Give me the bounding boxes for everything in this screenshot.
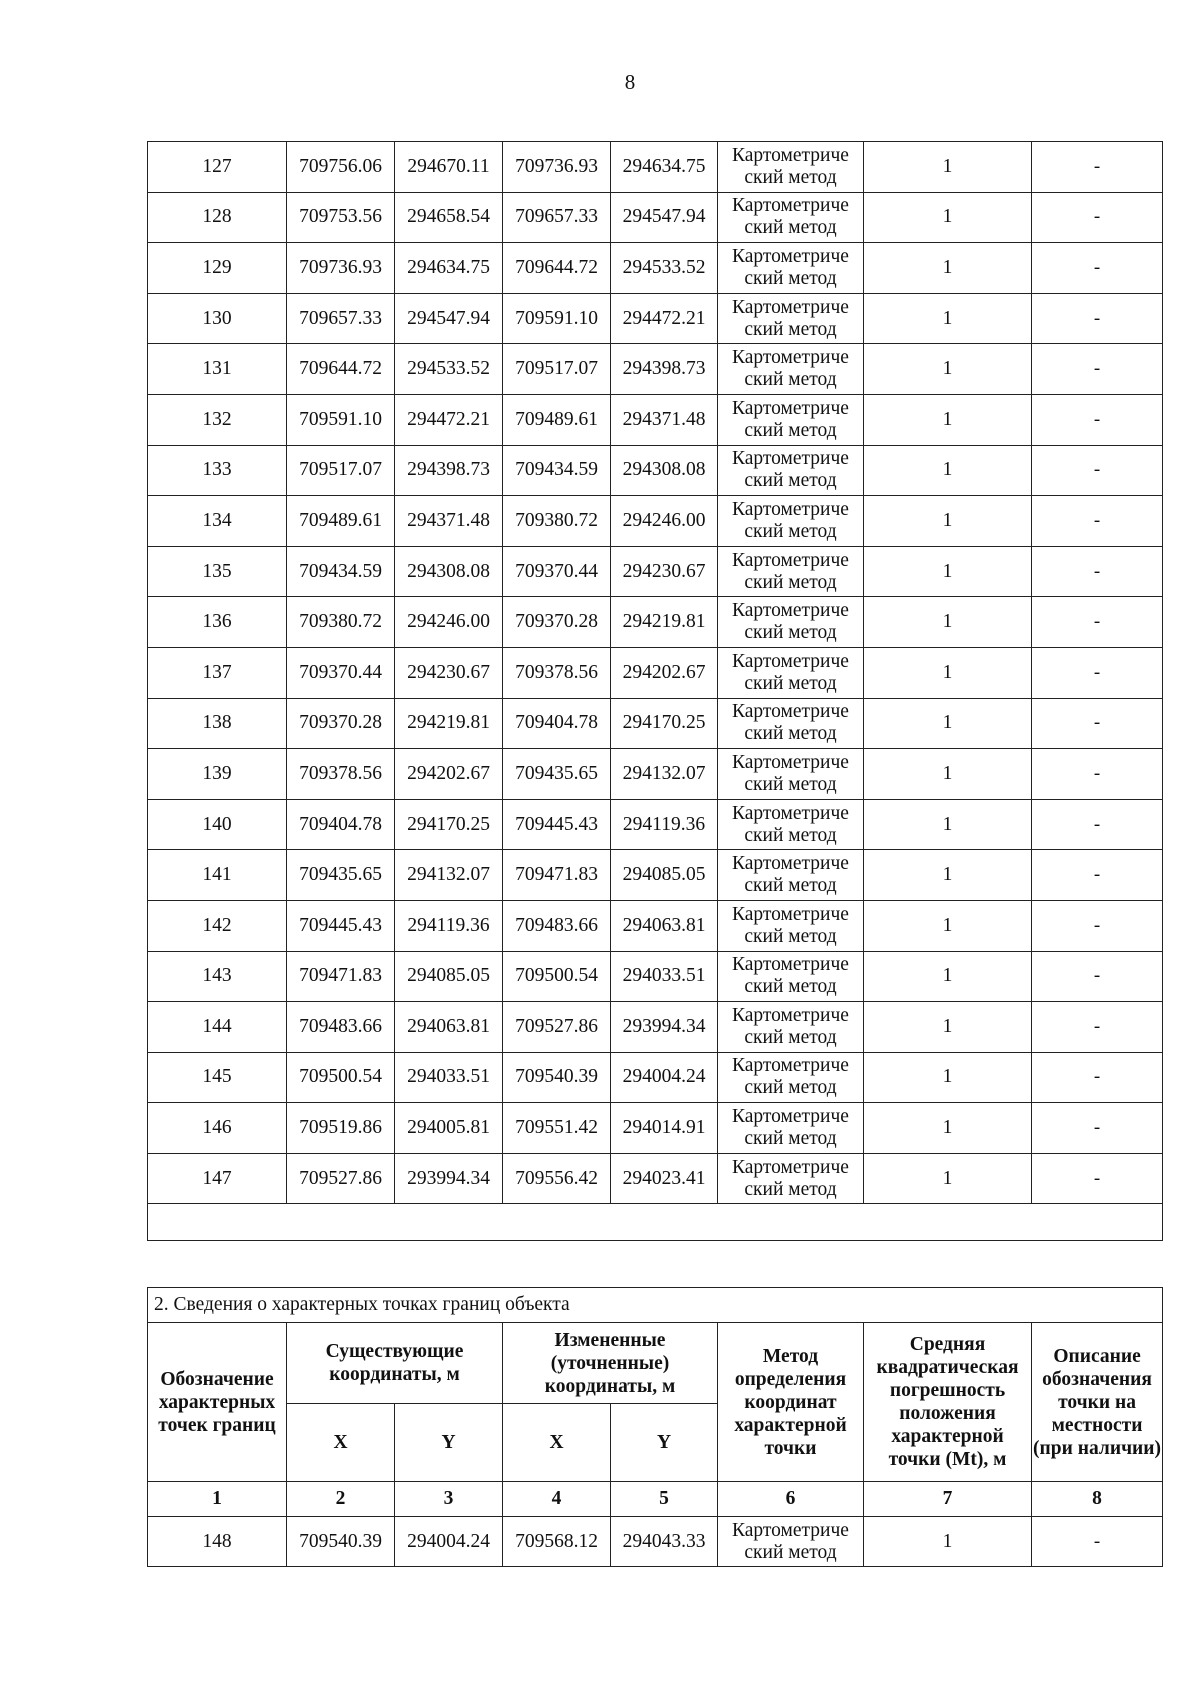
point-id-cell: 128 — [148, 192, 287, 243]
description-cell: - — [1032, 647, 1163, 698]
point-id-cell: 138 — [148, 698, 287, 749]
method-cell: Картометриче ский метод — [718, 546, 864, 597]
point-id-cell: 146 — [148, 1103, 287, 1154]
existing-x-cell: 709370.44 — [287, 647, 395, 698]
accuracy-cell: 1 — [864, 1052, 1032, 1103]
accuracy-cell: 1 — [864, 698, 1032, 749]
existing-x-cell: 709644.72 — [287, 344, 395, 395]
method-cell: Картометриче ский метод — [718, 445, 864, 496]
existing-y-cell: 293994.34 — [395, 1153, 503, 1204]
description-cell: - — [1032, 1153, 1163, 1204]
existing-y-cell: 294533.52 — [395, 344, 503, 395]
col-number: 6 — [718, 1482, 864, 1517]
existing-y-cell: 294085.05 — [395, 951, 503, 1002]
header-changed-coords: Измененные (уточненные) координаты, м — [503, 1323, 718, 1404]
existing-y-cell: 294063.81 — [395, 1002, 503, 1053]
header-changed-y: Y — [611, 1404, 718, 1482]
boundary-points-table-continued — [147, 141, 1163, 1241]
existing-y-cell: 294004.24 — [395, 1517, 503, 1567]
changed-y-cell: 294371.48 — [611, 394, 718, 445]
table-row — [148, 293, 1163, 344]
changed-x-cell: 709434.59 — [503, 445, 611, 496]
description-cell: - — [1032, 293, 1163, 344]
method-cell: Картометриче ский метод — [718, 749, 864, 800]
table-row — [148, 1153, 1163, 1204]
changed-y-cell: 294634.75 — [611, 142, 718, 193]
changed-x-cell: 709591.10 — [503, 293, 611, 344]
changed-x-cell: 709568.12 — [503, 1517, 611, 1567]
existing-y-cell: 294398.73 — [395, 445, 503, 496]
header-existing-x: X — [287, 1404, 395, 1482]
accuracy-cell: 1 — [864, 749, 1032, 800]
changed-x-cell: 709370.44 — [503, 546, 611, 597]
existing-x-cell: 709445.43 — [287, 900, 395, 951]
table-row — [148, 698, 1163, 749]
point-id-cell: 129 — [148, 243, 287, 294]
existing-x-cell: 709517.07 — [287, 445, 395, 496]
changed-x-cell: 709435.65 — [503, 749, 611, 800]
table-row — [148, 546, 1163, 597]
changed-y-cell: 294219.81 — [611, 597, 718, 648]
changed-x-cell: 709378.56 — [503, 647, 611, 698]
method-cell: Картометриче ский метод — [718, 1103, 864, 1154]
method-cell: Картометриче ский метод — [718, 293, 864, 344]
method-cell: Картометриче ский метод — [718, 394, 864, 445]
accuracy-cell: 1 — [864, 647, 1032, 698]
point-id-cell: 137 — [148, 647, 287, 698]
changed-y-cell: 294246.00 — [611, 496, 718, 547]
method-cell: Картометриче ский метод — [718, 1052, 864, 1103]
changed-y-cell: 294004.24 — [611, 1052, 718, 1103]
changed-x-cell: 709404.78 — [503, 698, 611, 749]
accuracy-cell: 1 — [864, 445, 1032, 496]
description-cell: - — [1032, 496, 1163, 547]
existing-y-cell: 294033.51 — [395, 1052, 503, 1103]
method-cell: Картометриче ский метод — [718, 243, 864, 294]
table-empty-row — [148, 1204, 1163, 1241]
table-row — [148, 1052, 1163, 1103]
point-id-cell: 147 — [148, 1153, 287, 1204]
changed-x-cell: 709380.72 — [503, 496, 611, 547]
description-cell: - — [1032, 951, 1163, 1002]
changed-x-cell: 709445.43 — [503, 799, 611, 850]
existing-x-cell: 709483.66 — [287, 1002, 395, 1053]
existing-y-cell: 294005.81 — [395, 1103, 503, 1154]
changed-y-cell: 294063.81 — [611, 900, 718, 951]
changed-x-cell: 709556.42 — [503, 1153, 611, 1204]
header-existing-coords: Существующие координаты, м — [287, 1323, 503, 1404]
accuracy-cell: 1 — [864, 951, 1032, 1002]
method-cell: Картометриче ский метод — [718, 850, 864, 901]
existing-x-cell: 709380.72 — [287, 597, 395, 648]
table-row — [148, 394, 1163, 445]
changed-y-cell: 294230.67 — [611, 546, 718, 597]
page-number: 8 — [624, 70, 636, 94]
changed-y-cell: 294085.05 — [611, 850, 718, 901]
existing-x-cell: 709527.86 — [287, 1153, 395, 1204]
changed-x-cell: 709370.28 — [503, 597, 611, 648]
description-cell: - — [1032, 546, 1163, 597]
header-accuracy: Средняя квадратическая погрешность положения характерной точки (Mt), м — [864, 1323, 1032, 1482]
existing-y-cell: 294472.21 — [395, 394, 503, 445]
col-number: 2 — [287, 1482, 395, 1517]
description-cell: - — [1032, 192, 1163, 243]
existing-x-cell: 709378.56 — [287, 749, 395, 800]
col-number: 4 — [503, 1482, 611, 1517]
method-cell: Картометриче ский метод — [718, 344, 864, 395]
point-id-cell: 127 — [148, 142, 287, 193]
changed-x-cell: 709517.07 — [503, 344, 611, 395]
point-id-cell: 142 — [148, 900, 287, 951]
col-number: 1 — [148, 1482, 287, 1517]
changed-x-cell: 709489.61 — [503, 394, 611, 445]
point-id-cell: 136 — [148, 597, 287, 648]
point-id-cell: 130 — [148, 293, 287, 344]
table-row — [148, 1002, 1163, 1053]
col-number: 5 — [611, 1482, 718, 1517]
accuracy-cell: 1 — [864, 243, 1032, 294]
existing-x-cell: 709370.28 — [287, 698, 395, 749]
table-row — [148, 850, 1163, 901]
description-cell: - — [1032, 850, 1163, 901]
existing-y-cell: 294547.94 — [395, 293, 503, 344]
point-id-cell: 148 — [148, 1517, 287, 1567]
existing-x-cell: 709489.61 — [287, 496, 395, 547]
accuracy-cell: 1 — [864, 546, 1032, 597]
accuracy-cell: 1 — [864, 850, 1032, 901]
point-id-cell: 134 — [148, 496, 287, 547]
accuracy-cell: 1 — [864, 293, 1032, 344]
changed-x-cell: 709483.66 — [503, 900, 611, 951]
accuracy-cell: 1 — [864, 496, 1032, 547]
point-id-cell: 132 — [148, 394, 287, 445]
changed-y-cell: 294033.51 — [611, 951, 718, 1002]
existing-y-cell: 294246.00 — [395, 597, 503, 648]
existing-x-cell: 709657.33 — [287, 293, 395, 344]
table-row — [148, 344, 1163, 395]
accuracy-cell: 1 — [864, 799, 1032, 850]
method-cell: Картометриче ский метод — [718, 1002, 864, 1053]
description-cell: - — [1032, 1103, 1163, 1154]
table-row — [148, 496, 1163, 547]
section-title: 2. Сведения о характерных точках границ объекта — [148, 1288, 1163, 1323]
table-row — [148, 1517, 1163, 1567]
accuracy-cell: 1 — [864, 394, 1032, 445]
existing-x-cell: 709591.10 — [287, 394, 395, 445]
description-cell: - — [1032, 1517, 1163, 1567]
existing-y-cell: 294119.36 — [395, 900, 503, 951]
accuracy-cell: 1 — [864, 142, 1032, 193]
changed-x-cell: 709644.72 — [503, 243, 611, 294]
header-designation: Обозначение характерных точек границ — [148, 1323, 287, 1482]
existing-x-cell: 709435.65 — [287, 850, 395, 901]
changed-x-cell: 709527.86 — [503, 1002, 611, 1053]
changed-y-cell: 294119.36 — [611, 799, 718, 850]
method-cell: Картометриче ский метод — [718, 1517, 864, 1567]
method-cell: Картометриче ский метод — [718, 192, 864, 243]
existing-y-cell: 294230.67 — [395, 647, 503, 698]
point-id-cell: 140 — [148, 799, 287, 850]
table-row — [148, 192, 1163, 243]
table-row — [148, 647, 1163, 698]
changed-y-cell: 294014.91 — [611, 1103, 718, 1154]
changed-x-cell: 709736.93 — [503, 142, 611, 193]
changed-x-cell: 709551.42 — [503, 1103, 611, 1154]
existing-y-cell: 294219.81 — [395, 698, 503, 749]
description-cell: - — [1032, 900, 1163, 951]
changed-x-cell: 709471.83 — [503, 850, 611, 901]
header-method: Метод определения координат характерной точки — [718, 1323, 864, 1482]
table-row — [148, 243, 1163, 294]
header-changed-x: X — [503, 1404, 611, 1482]
object-boundary-points-table — [147, 1287, 1163, 1567]
point-id-cell: 135 — [148, 546, 287, 597]
point-id-cell: 144 — [148, 1002, 287, 1053]
table-row — [148, 445, 1163, 496]
description-cell: - — [1032, 394, 1163, 445]
description-cell: - — [1032, 1052, 1163, 1103]
existing-y-cell: 294308.08 — [395, 546, 503, 597]
description-cell: - — [1032, 597, 1163, 648]
changed-x-cell: 709500.54 — [503, 951, 611, 1002]
changed-y-cell: 294472.21 — [611, 293, 718, 344]
existing-y-cell: 294670.11 — [395, 142, 503, 193]
point-id-cell: 131 — [148, 344, 287, 395]
method-cell: Картометриче ский метод — [718, 1153, 864, 1204]
table-row — [148, 900, 1163, 951]
changed-y-cell: 294533.52 — [611, 243, 718, 294]
description-cell: - — [1032, 749, 1163, 800]
changed-x-cell: 709540.39 — [503, 1052, 611, 1103]
point-id-cell: 145 — [148, 1052, 287, 1103]
description-cell: - — [1032, 799, 1163, 850]
col-number: 3 — [395, 1482, 503, 1517]
existing-y-cell: 294170.25 — [395, 799, 503, 850]
existing-y-cell: 294371.48 — [395, 496, 503, 547]
description-cell: - — [1032, 445, 1163, 496]
changed-x-cell: 709657.33 — [503, 192, 611, 243]
method-cell: Картометриче ский метод — [718, 799, 864, 850]
existing-x-cell: 709404.78 — [287, 799, 395, 850]
existing-x-cell: 709434.59 — [287, 546, 395, 597]
changed-y-cell: 294170.25 — [611, 698, 718, 749]
existing-x-cell: 709753.56 — [287, 192, 395, 243]
description-cell: - — [1032, 698, 1163, 749]
changed-y-cell: 294547.94 — [611, 192, 718, 243]
table-row — [148, 749, 1163, 800]
changed-y-cell: 294043.33 — [611, 1517, 718, 1567]
existing-x-cell: 709519.86 — [287, 1103, 395, 1154]
existing-y-cell: 294202.67 — [395, 749, 503, 800]
method-cell: Картометриче ский метод — [718, 647, 864, 698]
changed-y-cell: 294023.41 — [611, 1153, 718, 1204]
description-cell: - — [1032, 344, 1163, 395]
table-row — [148, 1103, 1163, 1154]
method-cell: Картометриче ский метод — [718, 597, 864, 648]
existing-x-cell: 709500.54 — [287, 1052, 395, 1103]
changed-y-cell: 293994.34 — [611, 1002, 718, 1053]
table-row — [148, 799, 1163, 850]
accuracy-cell: 1 — [864, 597, 1032, 648]
col-number: 7 — [864, 1482, 1032, 1517]
accuracy-cell: 1 — [864, 1103, 1032, 1154]
point-id-cell: 141 — [148, 850, 287, 901]
existing-x-cell: 709756.06 — [287, 142, 395, 193]
point-id-cell: 133 — [148, 445, 287, 496]
accuracy-cell: 1 — [864, 192, 1032, 243]
table-row — [148, 597, 1163, 648]
existing-y-cell: 294132.07 — [395, 850, 503, 901]
accuracy-cell: 1 — [864, 1002, 1032, 1053]
changed-y-cell: 294202.67 — [611, 647, 718, 698]
method-cell: Картометриче ский метод — [718, 698, 864, 749]
existing-x-cell: 709471.83 — [287, 951, 395, 1002]
method-cell: Картометриче ский метод — [718, 496, 864, 547]
accuracy-cell: 1 — [864, 900, 1032, 951]
accuracy-cell: 1 — [864, 1517, 1032, 1567]
description-cell: - — [1032, 142, 1163, 193]
table-row — [148, 142, 1163, 193]
col-number: 8 — [1032, 1482, 1163, 1517]
point-id-cell: 143 — [148, 951, 287, 1002]
header-existing-y: Y — [395, 1404, 503, 1482]
header-description: Описание обозначения точки на местности (при наличии) — [1032, 1323, 1163, 1482]
existing-y-cell: 294634.75 — [395, 243, 503, 294]
accuracy-cell: 1 — [864, 344, 1032, 395]
existing-x-cell: 709736.93 — [287, 243, 395, 294]
existing-x-cell: 709540.39 — [287, 1517, 395, 1567]
method-cell: Картометриче ский метод — [718, 951, 864, 1002]
accuracy-cell: 1 — [864, 1153, 1032, 1204]
changed-y-cell: 294398.73 — [611, 344, 718, 395]
changed-y-cell: 294308.08 — [611, 445, 718, 496]
description-cell: - — [1032, 1002, 1163, 1053]
table-row — [148, 951, 1163, 1002]
existing-y-cell: 294658.54 — [395, 192, 503, 243]
method-cell: Картометриче ский метод — [718, 142, 864, 193]
method-cell: Картометриче ский метод — [718, 900, 864, 951]
point-id-cell: 139 — [148, 749, 287, 800]
changed-y-cell: 294132.07 — [611, 749, 718, 800]
description-cell: - — [1032, 243, 1163, 294]
